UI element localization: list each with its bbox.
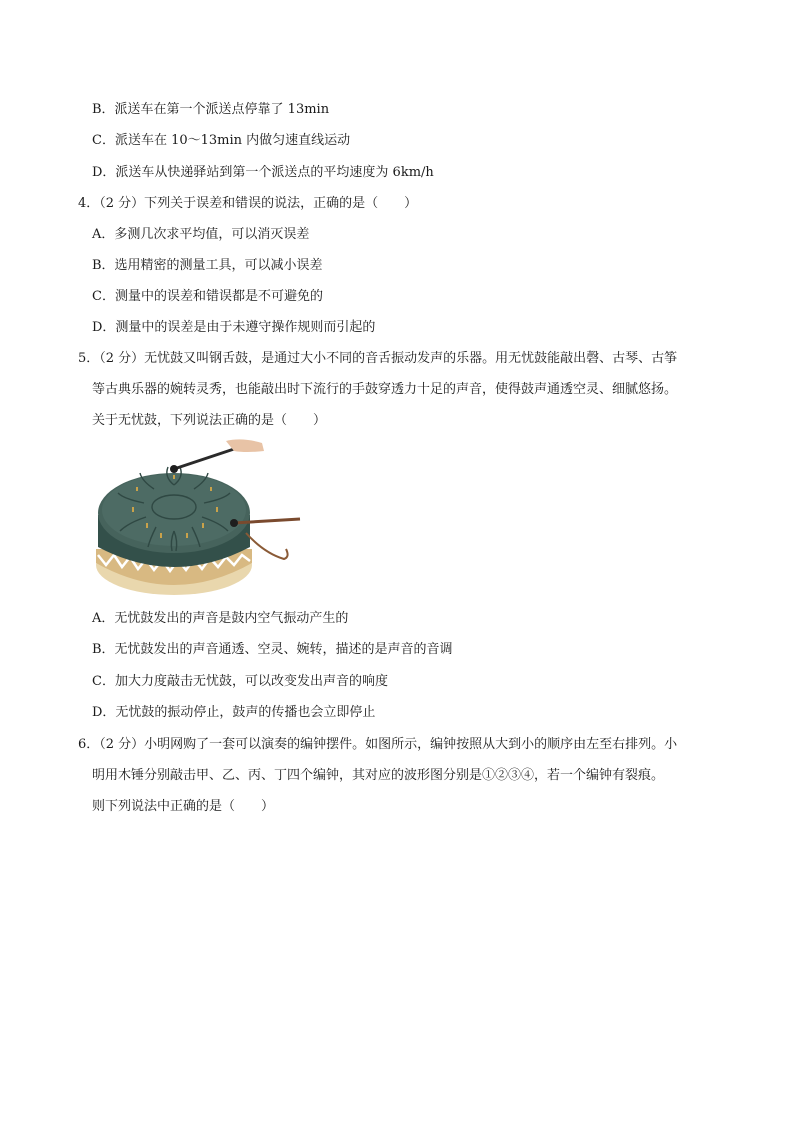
q5-stem-line-2: 等古典乐器的婉转灵秀，也能敲出时下流行的手鼓穿透力十足的声音，使得鼓声通透空灵、细腻悠扬。 [92, 382, 678, 397]
q5-stem-line-3: 关于无忧鼓，下列说法正确的是（ ） [92, 413, 327, 428]
q5-option-c: C．加大力度敲击无忧鼓，可以改变发出声音的响度 [92, 674, 388, 689]
q6-stem-line-1: 6．（2 分）小明网购了一套可以演奏的编钟摆件。如图所示，编钟按照从大到小的顺序由左至右排列。小 [78, 737, 678, 752]
q4-option-c: C．测量中的误差和错误都是不可避免的 [92, 289, 323, 304]
q3-option-d: D．派送车从快递驿站到第一个派送点的平均速度为 6km/h [92, 165, 434, 180]
q6-stem-line-2: 明用木锤分别敲击甲、乙、丙、丁四个编钟，其对应的波形图分别是①②③④，若一个编钟有裂痕。 [92, 768, 665, 783]
q5-option-b: B．无忧鼓发出的声音通透、空灵、婉转，描述的是声音的音调 [92, 642, 453, 657]
q5-stem-line-1: 5．（2 分）无忧鼓又叫钢舌鼓，是通过大小不同的音舌振动发声的乐器。用无忧鼓能敲出磬、古琴、古筝 [78, 351, 678, 366]
q4-option-a: A．多测几次求平均值，可以消灭误差 [92, 227, 310, 242]
q3-option-c: C．派送车在 10～13min 内做匀速直线运动 [92, 133, 351, 148]
tongue-drum-image [94, 437, 304, 599]
q4-option-d: D．测量中的误差是由于未遵守操作规则而引起的 [92, 320, 376, 335]
q5-option-a: A．无忧鼓发出的声音是鼓内空气振动产生的 [92, 611, 349, 626]
q5-option-d: D．无忧鼓的振动停止，鼓声的传播也会立即停止 [92, 705, 376, 720]
q4-stem: 4．（2 分）下列关于误差和错误的说法，正确的是（ ） [78, 196, 418, 211]
q4-option-b: B．选用精密的测量工具，可以减小误差 [92, 258, 323, 273]
q3-option-b: B．派送车在第一个派送点停靠了 13min [92, 102, 330, 117]
q6-stem-line-3: 则下列说法中正确的是（ ） [92, 799, 275, 814]
